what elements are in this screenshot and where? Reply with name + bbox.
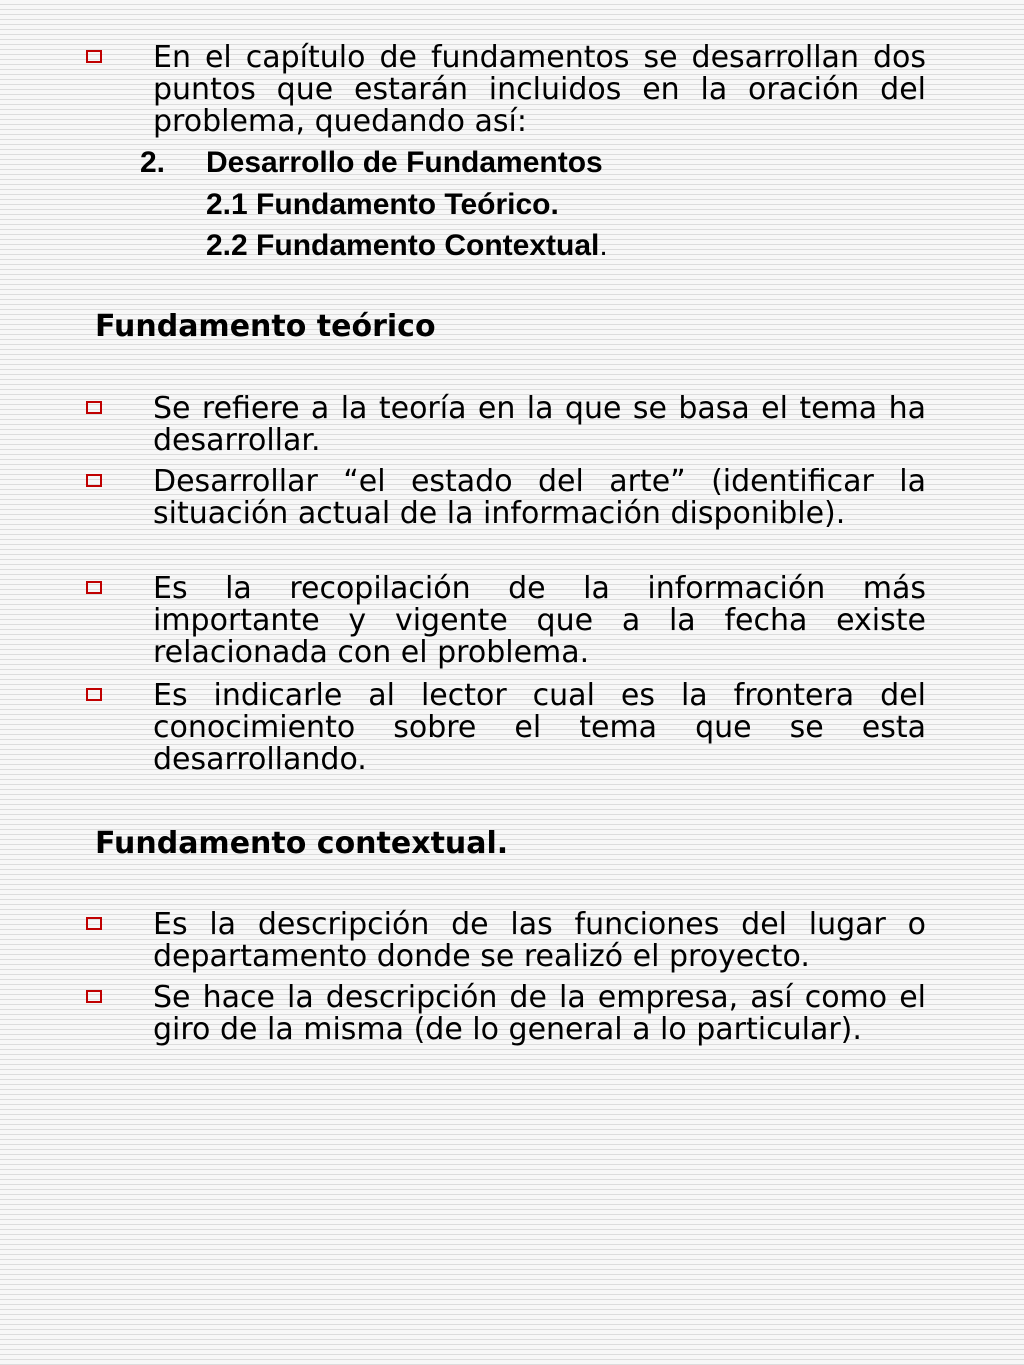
outline-sub-item-1 [206, 187, 559, 223]
square-bullet-icon [86, 50, 102, 63]
square-bullet-icon [86, 990, 102, 1003]
outline-number: 2. [140, 146, 166, 179]
heading-fundamento-contextual: Fundamento contextual. [95, 826, 509, 861]
outline-main-title: Desarrollo de Fundamentos [206, 146, 603, 179]
bullet-intro [86, 42, 926, 138]
bullet-contextual-2 [86, 982, 926, 1046]
outline-sub-title: 2.1 Fundamento Teórico. [206, 188, 559, 221]
bullet-teorico-3 [86, 573, 926, 669]
bullet-contextual-1 [86, 909, 926, 973]
outline-sub-period: . [599, 229, 608, 262]
outline-sub-title: 2.2 Fundamento Contextual [206, 229, 600, 262]
bullet-text: Se hace la descripción de la empresa, así como el giro de la misma (de lo general a lo particular). [153, 980, 926, 1047]
bullet-teorico-4 [86, 680, 926, 776]
bullet-text: Se refiere a la teoría en la que se basa el tema ha desarrollar. [153, 391, 926, 458]
outline-main-item [140, 145, 603, 181]
square-bullet-icon [86, 581, 102, 594]
outline-sub-item-2 [206, 228, 608, 264]
bullet-text: Desarrollar “el estado del arte” (identificar la situación actual de la información disponible). [153, 464, 926, 531]
bullet-text: En el capítulo de fundamentos se desarrollan dos puntos que estarán incluidos en la oración del problema, quedando así: [153, 40, 926, 139]
bullet-teorico-2 [86, 466, 926, 530]
square-bullet-icon [86, 917, 102, 930]
square-bullet-icon [86, 688, 102, 701]
bullet-text: Es la recopilación de la información más importante y vigente que a la fecha existe relacionada con el problema. [153, 571, 926, 670]
bullet-text: Es indicarle al lector cual es la frontera del conocimiento sobre el tema que se esta desarrollando. [153, 678, 926, 777]
bullet-text: Es la descripción de las funciones del lugar o departamento donde se realizó el proyecto. [153, 907, 926, 974]
heading-fundamento-teorico: Fundamento teórico [95, 309, 436, 344]
square-bullet-icon [86, 401, 102, 414]
square-bullet-icon [86, 474, 102, 487]
bullet-teorico-1 [86, 393, 926, 457]
